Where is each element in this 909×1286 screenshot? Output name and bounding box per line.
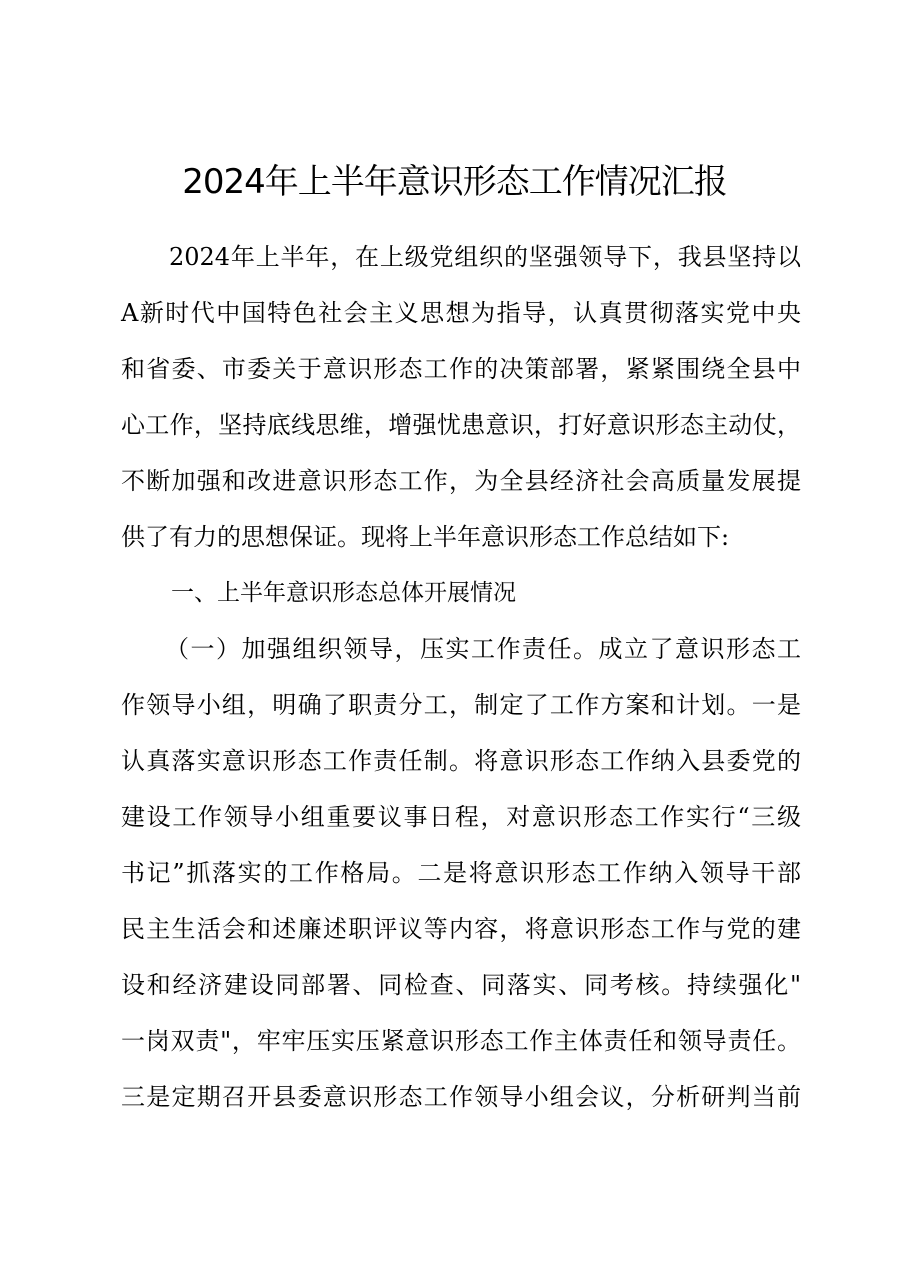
paragraph-line: 民主生活会和述廉述职评议等内容，将意识形态工作与党的建 [121,915,801,943]
paragraph-line: 认真落实意识形态工作责任制。将意识形态工作纳入县委党的 [121,747,801,775]
paragraph-line: 一岗双责"，牢牢压实压紧意识形态工作主体责任和领导责任。 [121,1027,801,1055]
paragraph-line: 书记”抓落实的工作格局。二是将意识形态工作纳入领导干部 [121,859,801,887]
document-title: 2024年上半年意识形态工作情况汇报 [182,162,727,202]
paragraph-line: 建设工作领导小组重要议事日程，对意识形态工作实行“三级 [121,803,801,831]
paragraph-line: 心工作，坚持底线思维，增强忧患意识，打好意识形态主动仗， [121,411,801,439]
paragraph-line: （一）加强组织领导，压实工作责任。成立了意识形态工 [165,635,801,663]
paragraph-line: 和省委、市委关于意识形态工作的决策部署，紧紧围绕全县中 [121,355,801,383]
paragraph-line: 作领导小组，明确了职责分工，制定了工作方案和计划。一是 [121,691,801,719]
paragraph-line: 供了有力的思想保证。现将上半年意识形态工作总结如下: [121,523,730,551]
section-heading: 一、上半年意识形态总体开展情况 [171,580,516,606]
paragraph-line: 三是定期召开县委意识形态工作领导小组会议，分析研判当前 [121,1083,801,1111]
document-body [121,229,801,1125]
paragraph-line: 2024年上半年，在上级党组织的坚强领导下，我县坚持以 [169,243,801,271]
paragraph-line: 不断加强和改进意识形态工作，为全县经济社会高质量发展提 [121,467,801,495]
paragraph-line: A新时代中国特色社会主义思想为指导，认真贯彻落实党中央 [121,299,801,327]
paragraph-line: 设和经济建设同部署、同检查、同落实、同考核。持续强化" [121,971,801,999]
